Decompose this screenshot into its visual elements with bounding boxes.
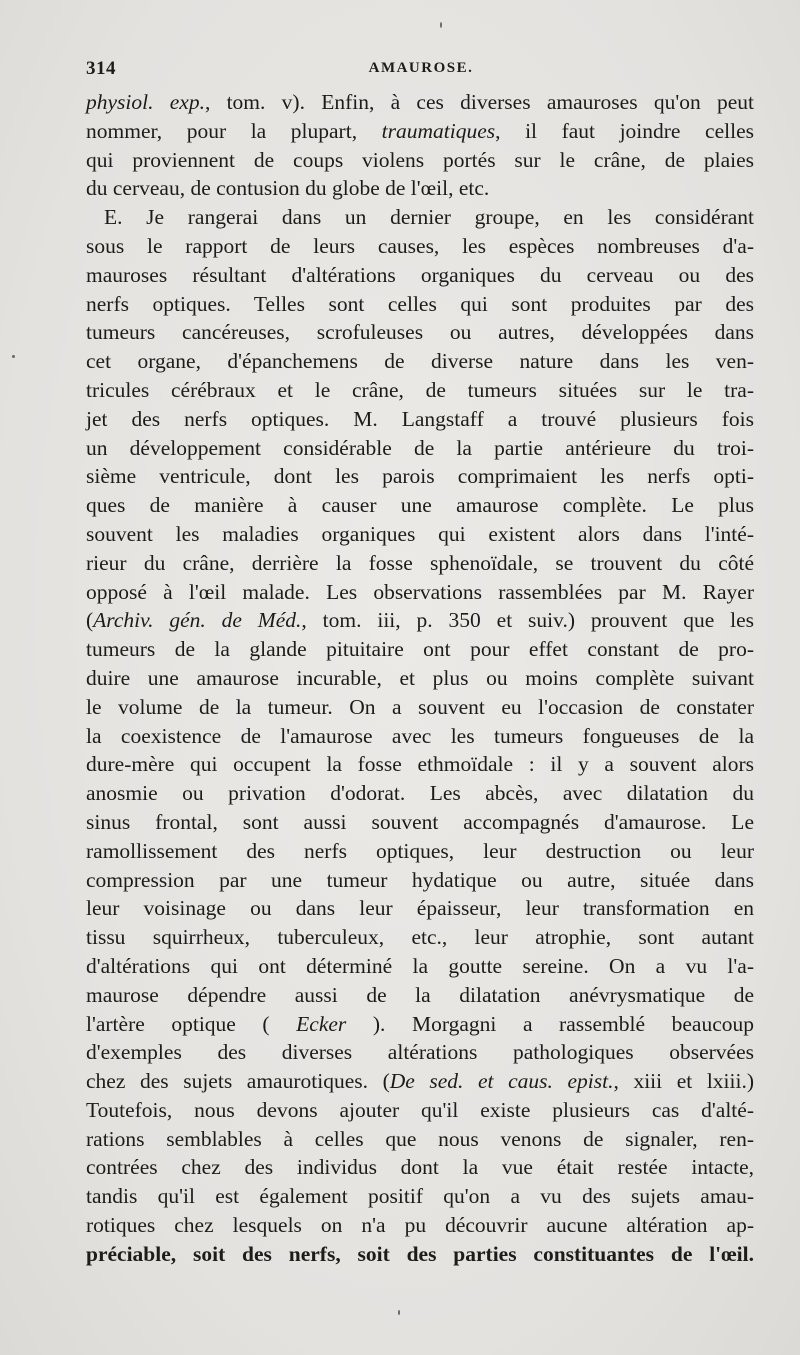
text-line: tissu squirrheux, tuberculeux, etc., leur atrophie, sont autant — [86, 925, 754, 950]
text-line: anosmie ou privation d'odorat. Les abcès, avec dilatation du — [86, 781, 754, 806]
text-line: rieur du crâne, derrière la fosse sphenoïdale, se trouvent du côté — [86, 550, 754, 575]
text-line: jet des nerfs optiques. M. Langstaff a trouvé plusieurs fois — [86, 406, 754, 431]
page-header — [86, 58, 756, 88]
text-line: tricules cérébraux et le crâne, de tumeurs situées sur le tra- — [86, 377, 754, 402]
text-line: sième ventricule, dont les parois comprimaient les nerfs opti- — [86, 464, 754, 489]
text-line: physiol. exp., tom. v). Enfin, à ces diverses amauroses qu'on peut — [86, 90, 754, 114]
paper-speck — [12, 355, 15, 358]
text-line: maurose dépendre aussi de la dilatation anévrysmatique de — [86, 982, 754, 1007]
text-line: dure-mère qui occupent la fosse ethmoïdale : il y a souvent alors — [86, 752, 754, 777]
text-line: le volume de la tumeur. On a souvent eu l'occasion de constater — [86, 694, 754, 719]
text-line: qui proviennent de coups violens portés sur le crâne, de plaies — [86, 147, 754, 172]
text-line: d'exemples des diverses altérations pathologiques observées — [86, 1040, 754, 1065]
text-line: E. Je rangerai dans un dernier groupe, en les considérant — [104, 205, 754, 230]
text-line: compression par une tumeur hydatique ou autre, située dans — [86, 867, 754, 892]
text-line: (Archiv. gén. de Méd., tom. iii, p. 350 et suiv.) prouvent que les — [86, 608, 755, 633]
text-line: duire une amaurose incurable, et plus ou moins complète suivant — [86, 665, 754, 690]
text-line: nerfs optiques. Telles sont celles qui sont produites par des — [86, 291, 754, 316]
text-line: mauroses résultant d'altérations organiques du cerveau ou des — [86, 262, 754, 287]
paper-speck — [398, 1310, 400, 1315]
paper-speck — [440, 22, 442, 28]
text-line: nommer, pour la plupart, traumatiques, il faut joindre celles — [86, 118, 754, 143]
text-line: ramollissement des nerfs optiques, leur destruction ou leur — [86, 838, 754, 863]
text-line: tumeurs cancéreuses, scrofuleuses ou autres, développées dans — [86, 320, 754, 345]
text-line: tumeurs de la glande pituitaire ont pour effet constant de pro- — [86, 637, 754, 662]
text-line: contrées chez des individus dont la vue était restée intacte, — [86, 1155, 754, 1180]
text-line: l'artère optique ( Ecker ). Morgagni a rassemblé beaucoup — [86, 1011, 754, 1036]
text-line: rations semblables à celles que nous venons de signaler, ren- — [86, 1126, 754, 1151]
text-line: sinus frontal, sont aussi souvent accompagnés d'amaurose. Le — [86, 809, 754, 834]
text-line: tandis qu'il est également positif qu'on a vu des sujets amau- — [86, 1184, 754, 1209]
text-line: cet organe, d'épanchemens de diverse nature dans les ven- — [86, 349, 754, 374]
text-line: un développement considérable de la partie antérieure du troi- — [86, 435, 754, 460]
body-text — [86, 88, 754, 1269]
text-line: sous le rapport de leurs causes, les espèces nombreuses d'a- — [86, 233, 754, 258]
text-line: rotiques chez lesquels on n'a pu découvrir aucune altération ap- — [86, 1213, 754, 1238]
text-line: préciable, soit des nerfs, soit des parties constituantes de l'œil. — [86, 1241, 754, 1266]
text-line: la coexistence de l'amaurose avec les tumeurs fongueuses de la — [86, 723, 754, 748]
text-line: souvent les maladies organiques qui existent alors dans l'inté- — [86, 521, 754, 546]
text-line: Toutefois, nous devons ajouter qu'il existe plusieurs cas d'alté- — [86, 1097, 754, 1122]
text-line: opposé à l'œil malade. Les observations rassemblées par M. Rayer — [86, 579, 754, 604]
running-title: AMAUROSE. — [368, 60, 474, 76]
text-line: chez des sujets amaurotiques. (De sed. et caus. epist., xiii et lxiii.) — [86, 1069, 754, 1094]
text-line: du cerveau, de contusion du globe de l'œil, etc. — [86, 176, 490, 201]
text-line: leur voisinage ou dans leur épaisseur, leur transformation en — [86, 896, 754, 921]
page-number: 314 — [86, 58, 116, 79]
text-line: d'altérations qui ont déterminé la goutte sereine. On a vu l'a- — [86, 953, 754, 978]
text-line: ques de manière à causer une amaurose complète. Le plus — [86, 493, 754, 518]
